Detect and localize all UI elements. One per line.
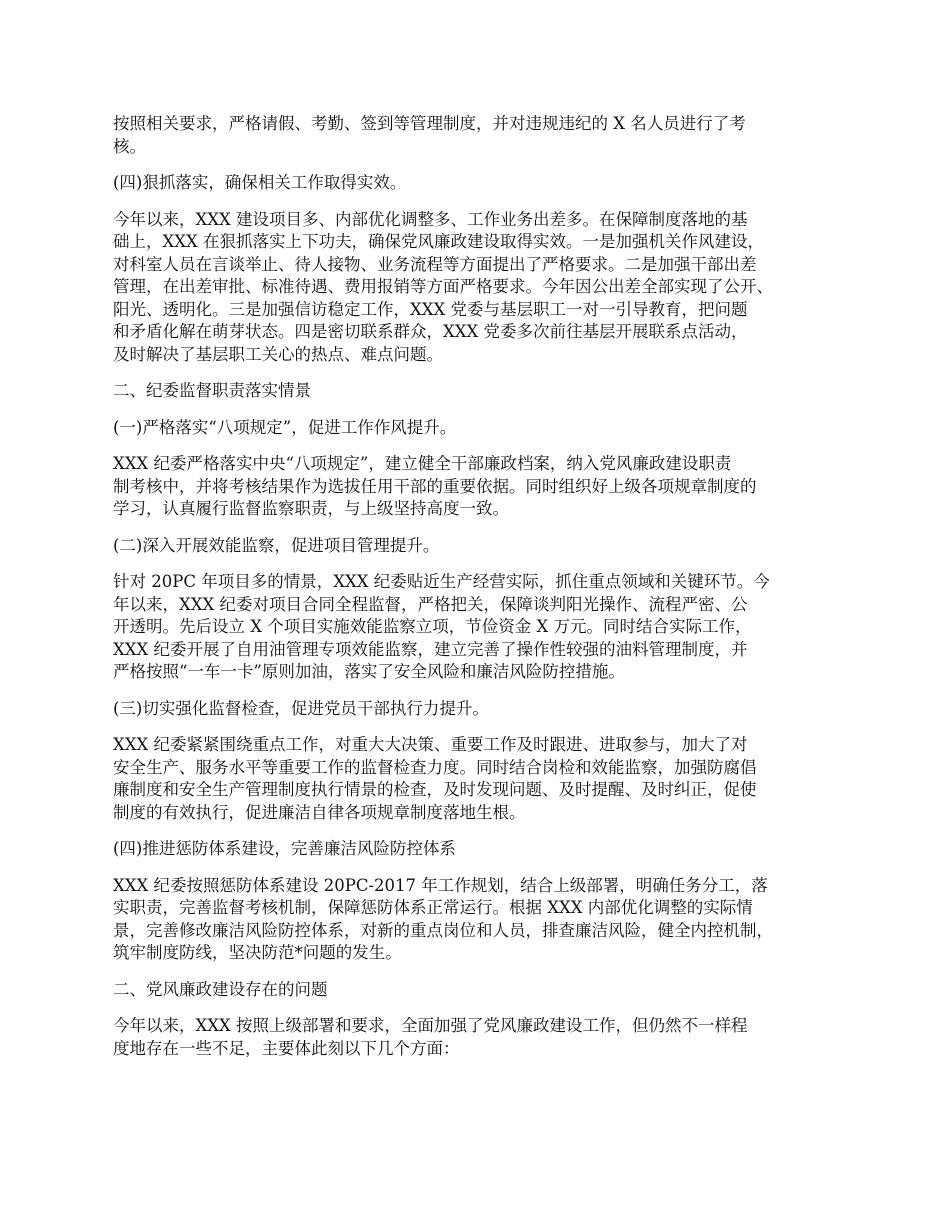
paragraph	[113, 453, 853, 521]
paragraph-line: 年以来，XXX 纪委对项目合同全程监督，严格把关，保障谈判阳光操作、流程严密、公	[113, 594, 748, 614]
paragraph-line: 对科室人员在言谈举止、待人接物、业务流程等方面提出了严格要求。二是加强干部出差	[113, 254, 757, 274]
paragraph	[113, 734, 853, 824]
paragraph	[113, 113, 853, 158]
paragraph-line: 安全生产、服务水平等重要工作的监督检查力度。同时结合岗检和效能监察，加强防腐倡	[113, 757, 757, 777]
paragraph-line: 及时解决了基层职工关心的热点、难点问题。	[113, 344, 443, 364]
paragraph-line: 核。	[113, 136, 146, 156]
paragraph-line: XXX 纪委按照惩防体系建设 20PC-2017 年工作规划，结合上级部署，明确任务分工，落	[113, 875, 768, 895]
paragraph-line: 度地存在一些不足，主要体此刻以下几个方面：	[113, 1038, 460, 1058]
paragraph-line: 开透明。先后设立 X 个项目实施效能监察立项，节俭资金 X 万元。同时结合实际工作，	[113, 617, 752, 636]
paragraph-line: 阳光、透明化。三是加强信访稳定工作，XXX 党委与基层职工一对一引导教育，把问题	[113, 299, 748, 319]
paragraph-line: 景，完善修改廉洁风险防控体系，对新的重点岗位和人员，排查廉洁风险，健全内控机制，	[113, 920, 773, 940]
paragraph-line: 学习，认真履行监督监察职责，与上级坚持高度一致。	[113, 499, 509, 518]
paragraph-line: XXX 纪委严格落实中央“八项规定”，建立健全干部廉政档案，纳入党风廉政建设职责	[113, 454, 732, 473]
section-heading: (四)推进惩防体系建设，完善廉洁风险防控体系	[113, 839, 456, 858]
paragraph-line: 廉制度和安全生产管理制度执行情景的检查，及时发现问题、及时提醒、及时纠正，促使	[113, 780, 757, 799]
paragraph-line: 制考核中，并将考核结果作为选拔任用干部的重要依据。同时组织好上级各项规章制度的	[113, 476, 757, 496]
paragraph-line: 针对 20PC 年项目多的情景，XXX 纪委贴近生产经营实际，抓住重点领域和关键环节。今	[113, 572, 770, 591]
paragraph	[113, 1015, 853, 1060]
paragraph-line: XXX 纪委紧紧围绕重点工作，对重大大决策、重要工作及时跟进、进取参与，加大了对	[113, 735, 748, 754]
section-heading: 二、党风廉政建设存在的问题	[113, 979, 328, 999]
paragraph-line: 和矛盾化解在萌芽状态。四是密切联系群众，XXX 党委多次前往基层开展联系点活动，	[113, 322, 748, 341]
section-heading: (四)狠抓落实，确保相关工作取得实效。	[113, 173, 407, 192]
document-body	[113, 113, 853, 1074]
paragraph-line: 今年以来，XXX 按照上级部署和要求，全面加强了党风廉政建设工作，但仍然不一样程	[113, 1016, 748, 1035]
paragraph-line: 实职责，完善监督考核机制，保障惩防体系正常运行。根据 XXX 内部优化调整的实际情	[113, 898, 753, 917]
section-heading: (三)切实强化监督检查，促进党员干部执行力提升。	[113, 698, 489, 718]
paragraph-line: 管理，在出差审批、标准待遇、费用报销等方面严格要求。今年因公出差全部实现了公开、	[113, 277, 773, 296]
paragraph	[113, 571, 853, 684]
paragraph	[113, 209, 853, 367]
paragraph-line: 制度的有效执行，促进廉洁自律各项规章制度落地生根。	[113, 802, 526, 822]
paragraph-line: 按照相关要求，严格请假、考勤、签到等管理制度，并对违规违纪的 X 名人员进行了考	[113, 114, 746, 133]
paragraph-line: 础上，XXX 在狠抓落实上下功夫，确保党风廉政建设取得实效。一是加强机关作风建设，	[113, 232, 764, 251]
section-heading: (二)深入开展效能监察，促进项目管理提升。	[113, 535, 440, 555]
section-heading: 二、纪委监督职责落实情景	[113, 381, 311, 400]
paragraph-line: 严格按照“一车一卡”原则加油，落实了安全风险和廉洁风险防控措施。	[113, 662, 625, 681]
paragraph	[113, 875, 853, 965]
paragraph-line: 今年以来，XXX 建设项目多、内部优化调整多、工作业务出差多。在保障制度落地的基	[113, 209, 748, 229]
paragraph-line: 筑牢制度防线，坚决防范*问题的发生。	[113, 943, 402, 962]
paragraph-line: XXX 纪委开展了自用油管理专项效能监察，建立完善了操作性较强的油料管理制度，并	[113, 639, 748, 659]
section-heading: (一)严格落实“八项规定”，促进工作作风提升。	[113, 417, 457, 437]
